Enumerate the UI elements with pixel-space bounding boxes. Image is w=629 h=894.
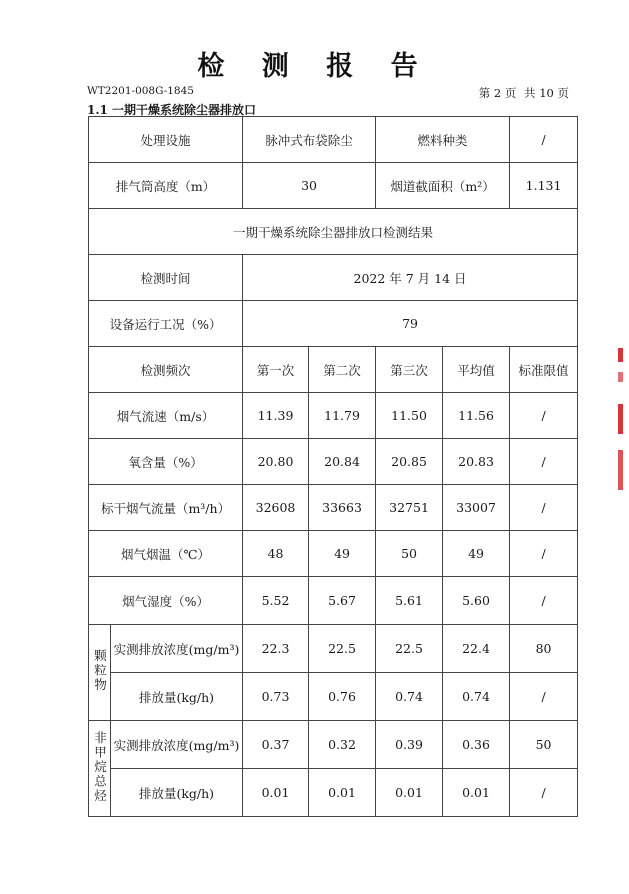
row-label: 实测排放浓度(mg/m³) xyxy=(111,625,243,673)
table-cell: 49 xyxy=(443,531,510,577)
header-cell: 第一次 xyxy=(243,347,309,393)
table-cell: / xyxy=(510,439,578,485)
table-cell: 80 xyxy=(510,625,578,673)
page-info xyxy=(475,85,569,101)
table-cell: 32608 xyxy=(243,485,309,531)
stack-height-label: 排气筒高度（m） xyxy=(89,163,243,209)
header-cell: 第三次 xyxy=(376,347,443,393)
facility-value: 脉冲式布袋除尘 xyxy=(243,117,376,163)
table-cell: 20.83 xyxy=(443,439,510,485)
table-row xyxy=(89,439,578,485)
table-cell: 20.80 xyxy=(243,439,309,485)
fuel-label: 燃料种类 xyxy=(376,117,510,163)
condition-row xyxy=(89,301,578,347)
row-label: 烟气烟温（℃） xyxy=(89,531,243,577)
table-cell: 48 xyxy=(243,531,309,577)
row-label: 氧含量（%） xyxy=(89,439,243,485)
table-cell: 0.01 xyxy=(309,769,376,817)
table-cell: 0.37 xyxy=(243,721,309,769)
table-cell: 0.01 xyxy=(443,769,510,817)
seal-mark xyxy=(618,372,623,382)
header-cell: 标准限值 xyxy=(510,347,578,393)
table-cell: / xyxy=(510,577,578,625)
group-label xyxy=(89,625,111,721)
row-label: 标干烟气流量（m³/h） xyxy=(89,485,243,531)
table-cell: 22.4 xyxy=(443,625,510,673)
flue-area-value: 1.131 xyxy=(510,163,578,209)
header-cell: 第二次 xyxy=(309,347,376,393)
row-label: 排放量(kg/h) xyxy=(111,673,243,721)
row-label: 烟气流速（m/s） xyxy=(89,393,243,439)
row-label: 实测排放浓度(mg/m³) xyxy=(111,721,243,769)
results-title-row xyxy=(89,209,578,255)
flue-area-label: 烟道截面积（m²） xyxy=(376,163,510,209)
condition-value: 79 xyxy=(243,301,578,347)
section-heading: 1.1 一期干燥系统除尘器排放口 xyxy=(87,103,257,117)
table-row xyxy=(89,577,578,625)
table-cell: 5.60 xyxy=(443,577,510,625)
table-cell: 22.3 xyxy=(243,625,309,673)
stack-row xyxy=(89,163,578,209)
table-row xyxy=(89,531,578,577)
table-cell: 5.61 xyxy=(376,577,443,625)
row-label: 烟气湿度（%） xyxy=(89,577,243,625)
table-cell: 0.01 xyxy=(243,769,309,817)
report-number: WT2201-008G-1845 xyxy=(87,85,194,97)
group-name: 非甲烷总烃 xyxy=(92,730,108,804)
table-row xyxy=(89,673,578,721)
facility-label: 处理设施 xyxy=(89,117,243,163)
table-cell: 0.76 xyxy=(309,673,376,721)
table-cell: 32751 xyxy=(376,485,443,531)
table-cell: 0.01 xyxy=(376,769,443,817)
table-cell: 33007 xyxy=(443,485,510,531)
table-row xyxy=(89,769,578,817)
fuel-value: / xyxy=(510,117,578,163)
seal-mark xyxy=(618,450,623,490)
table-row xyxy=(89,721,578,769)
table-cell: 20.84 xyxy=(309,439,376,485)
table-cell: 22.5 xyxy=(309,625,376,673)
page-total: 共 10 页 xyxy=(524,86,569,100)
table-cell: 5.67 xyxy=(309,577,376,625)
table-cell: 0.74 xyxy=(443,673,510,721)
table-cell: 33663 xyxy=(309,485,376,531)
table-cell: 0.39 xyxy=(376,721,443,769)
table-cell: 11.56 xyxy=(443,393,510,439)
table-cell: / xyxy=(510,393,578,439)
table-row xyxy=(89,625,578,673)
test-time-row xyxy=(89,255,578,301)
seal-mark xyxy=(618,404,623,434)
table-cell: / xyxy=(510,485,578,531)
test-time-label: 检测时间 xyxy=(89,255,243,301)
seal-mark xyxy=(618,348,623,362)
header-row xyxy=(89,347,578,393)
table-cell: 0.32 xyxy=(309,721,376,769)
table-cell: 11.39 xyxy=(243,393,309,439)
table-cell: / xyxy=(510,673,578,721)
table-cell: 20.85 xyxy=(376,439,443,485)
results-title: 一期干燥系统除尘器排放口检测结果 xyxy=(89,209,578,255)
table-cell: 11.50 xyxy=(376,393,443,439)
stack-height-value: 30 xyxy=(243,163,376,209)
facility-row xyxy=(89,117,578,163)
test-time-value: 2022 年 7 月 14 日 xyxy=(243,255,578,301)
page-current: 第 2 页 xyxy=(478,86,517,100)
table-cell: / xyxy=(510,769,578,817)
group-name: 颗粒物 xyxy=(92,649,108,693)
table-row xyxy=(89,393,578,439)
table-cell: 11.79 xyxy=(309,393,376,439)
table-cell: 49 xyxy=(309,531,376,577)
table-cell: 0.36 xyxy=(443,721,510,769)
row-label: 排放量(kg/h) xyxy=(111,769,243,817)
table-cell: 50 xyxy=(510,721,578,769)
group-label xyxy=(89,721,111,817)
condition-label: 设备运行工况（%） xyxy=(89,301,243,347)
table-cell: / xyxy=(510,531,578,577)
header-cell: 平均值 xyxy=(443,347,510,393)
table-cell: 5.52 xyxy=(243,577,309,625)
table-row xyxy=(89,485,578,531)
header-cell: 检测频次 xyxy=(89,347,243,393)
table-cell: 50 xyxy=(376,531,443,577)
table-cell: 0.74 xyxy=(376,673,443,721)
table-cell: 0.73 xyxy=(243,673,309,721)
table-cell: 22.5 xyxy=(376,625,443,673)
results-table xyxy=(88,116,578,817)
report-title: 检 测 报 告 xyxy=(197,51,432,82)
